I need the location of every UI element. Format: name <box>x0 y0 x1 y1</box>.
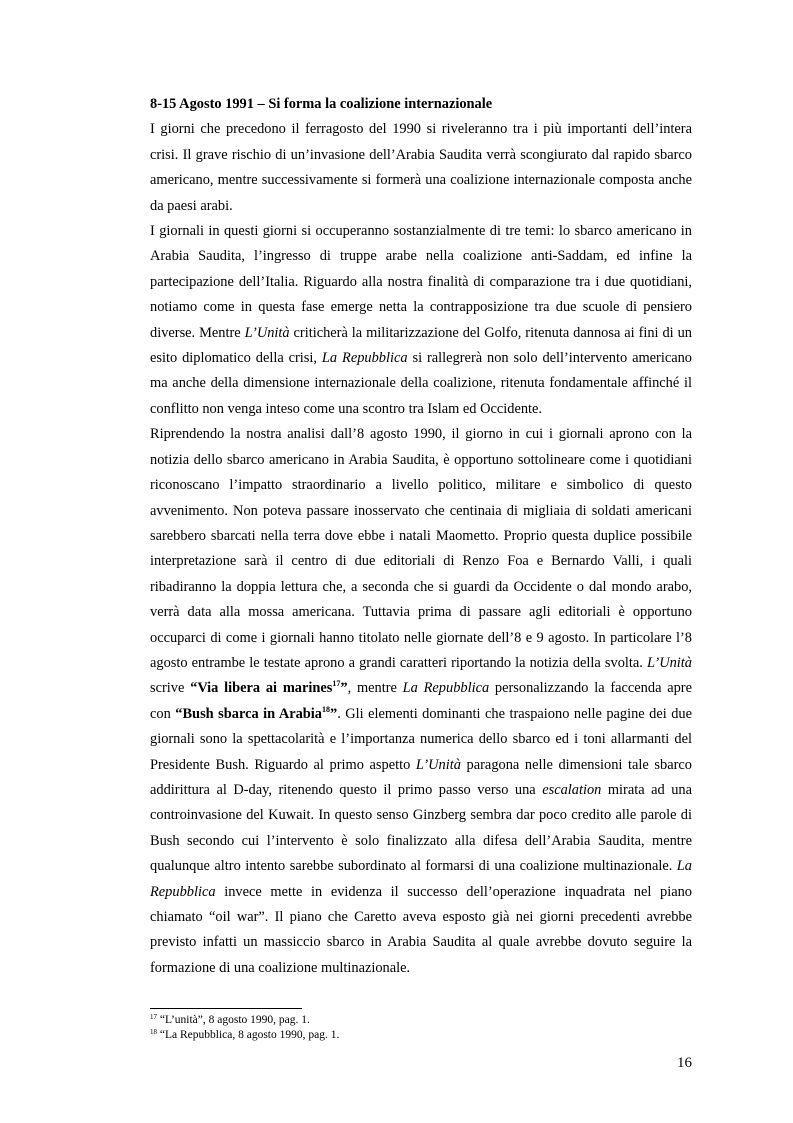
p2-text-2: criticherà la militarizzazione del Golfo, ritenuta dannosa ai fini di un esito diplomatico della crisi, <box>150 324 692 367</box>
footnote-18: $^{18}$ “La Repubblica, 8 agosto 1990, pag. 1. <box>150 1028 340 1041</box>
paragraph-2 <box>150 219 692 422</box>
headline-unita: “Via libera ai marines$^{17}$” <box>190 679 348 697</box>
p3-text-1: Riprendendo la nostra analisi dall’8 agosto 1990, il giorno in cui i giornali aprono con la notizia dello sbarco americano in Arabia Saudita, è opportuno sottolineare come i quotidiani riconoscano l’impatto straordinario a livello politico, militare e simbolico di questo avvenimento. Non poteva passare inosservato che centinaia di migliaia di soldati americani sarebbero sbarcati nella terra dove ebbe i natali Maometto. Proprio questa duplice possibile interpretazione sarà il centro di due editoriali di Renzo Foa e Bernardo Valli, i quali ribadiranno la doppia lettura che, a seconda che si guardi da Occidente o dal mondo arabo, verrà data alla mossa americana. Tuttavia prima di passare agli editoriali è opportuno occuparci di come i giornali hanno titolato nelle giornate dell’8 e 9 agosto. In particolare l’8 agosto entrambe le testate aprono a grandi caratteri riportando la notizia della svolta. <box>150 426 692 671</box>
page-number: 16 <box>677 1055 692 1071</box>
p2-text-3: si rallegrerà non solo dell’intervento americano ma anche della dimensione internazionale della coalizione, ritenuta fondamentale affinché il conflitto non venga inteso come una scontro tra Islam ed Occidente. <box>150 350 692 417</box>
p3-text-8: invece mette in evidenza il successo dell’operazione inquadrata nel piano chiamato “oil war”. Il piano che Caretto aveva esposto già nei giorni precedenti avrebbe previsto infatti un massiccio sbarco in Arabia Saudita al quale avrebbe dovuto seguire la formazione di una coalizione multinazionale. <box>150 883 692 976</box>
footnote-ref-18: 18 <box>322 704 330 714</box>
p3-text-5: . Gli elementi dominanti che traspaiono nelle pagine dei due giornali sono la spettacolarità e l’importanza numerica dello sbarco ed i toni allarmanti del Presidente Bush. Riguardo al primo aspetto <box>150 705 692 773</box>
paragraph-3 <box>150 422 692 981</box>
p2-unita: L’Unità <box>244 324 290 341</box>
p3-repubblica-2: La Repubblica <box>150 858 692 900</box>
footnote-ref-17: 17 <box>332 679 341 689</box>
p3-unita-2: L’Unità <box>415 756 461 773</box>
p2-repubblica: La Repubblica <box>321 350 408 367</box>
p3-text-4: personalizzando la faccenda apre con <box>150 680 692 722</box>
footnote-divider <box>150 1008 302 1009</box>
p2-text-1: I giornali in questi giorni si occuperanno sostanzialmente di tre temi: lo sbarco americano in Arabia Saudita, l’ingresso di truppe arabe nella coalizione anti-Saddam, ed infine la partecipazione dell’Italia. Riguardo alla nostra finalità di comparazione tra i due quotidiani, notiamo come in questa fase emerge netta la contrapposizione tra due scuole di pensiero diverse. Mentre <box>150 223 692 341</box>
footnotes <box>150 1008 692 1043</box>
p3-text-7: mirata ad una controinvasione del Kuwait. In questo senso Ginzberg sembra dar poco credito alle parole di Bush secondo cui l’intervento è solo finalizzato alla difesa dell’Arabia Saudita, mentre qualunque altro intento sarebbe subordinato al formarsi di una coalizione multinazionale. <box>150 781 692 875</box>
p3-unita-1: L’Unità <box>646 654 692 671</box>
p3-escalation: escalation <box>542 781 602 798</box>
p3-text-2: scrive <box>150 680 191 697</box>
body-text <box>150 92 692 981</box>
footnote-17: $^{17}$ “L’unità”, 8 agosto 1990, pag. 1. <box>150 1013 310 1026</box>
paragraph-1: I giorni che precedono il ferragosto del 1990 si riveleranno tra i più importanti dell’intera crisi. Il grave rischio di un’invasione dell’Arabia Saudita verrà scongiurato dal rapido sbarco americano, mentre successivamente si formerà una coalizione internazionale composta anche da paesi arabi. <box>150 121 692 214</box>
section-heading: 8-15 Agosto 1991 – Si forma la coalizione internazionale <box>150 96 493 112</box>
headline-repubblica: “Bush sbarca in Arabia$^{18}$” <box>175 704 338 722</box>
p3-text-3: , mentre <box>347 680 403 697</box>
p3-text-6: paragona nelle dimensioni tale sbarco addirittura al D-day, ritenendo questo il primo passo verso una <box>150 756 692 798</box>
p3-repubblica-1: La Repubblica <box>402 680 490 697</box>
